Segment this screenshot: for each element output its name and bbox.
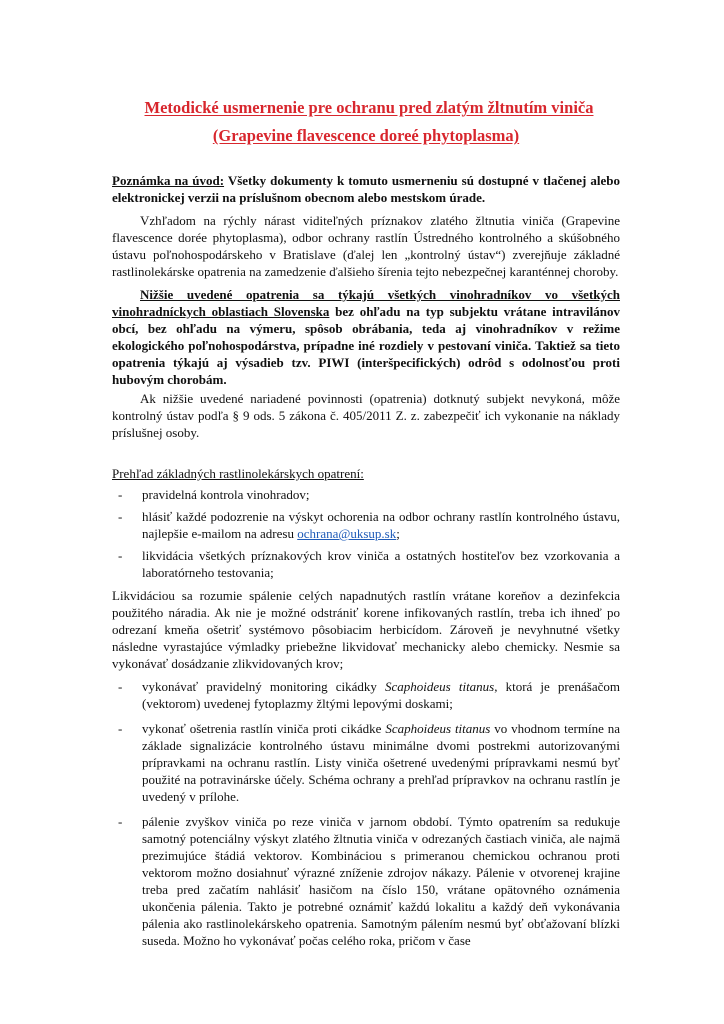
- list-item: [112, 720, 620, 805]
- document-content: [112, 98, 620, 957]
- dash-bullet: -: [118, 814, 123, 829]
- list-item-text: pravidelná kontrola vinohradov;: [142, 487, 310, 502]
- paragraph-scope-rest: bez ohľadu na typ subjektu vrátane intravilánov obcí, bez ohľadu na výmeru, spôsob obrábania, teda aj vinohradníkov v režime ekologického poľnohospodárstva, prípadne iné rozdiely v pestovaní viniča. Taktiež sa tieto opatrenia týkajú aj výsadieb tzv. PIWI (interšpecifických) odrôd s odolnosťou proti hubovým chorobám.: [112, 304, 621, 387]
- list-item-text: vykonávať pravidelný monitoring cikádky: [142, 679, 386, 694]
- document-subtitle: (Grapevine flavescence doreé phytoplasma): [212, 126, 520, 145]
- intro-note-label: Poznámka na úvod:: [112, 173, 225, 188]
- dash-bullet: -: [118, 509, 123, 524]
- paragraph-context: Vzhľadom na rýchly nárast viditeľných príznakov zlatého žltnutia viniča (Grapevine flavescence dorée phytoplasma), odbor ochrany rastlín Ústredného kontrolného a skúšobného ústavu poľnohospodárskeho v Bratislave (ďalej len „kontrolný ústav“) zverejňuje základné rastlinolekárske opatrenia na zamedzenie ďalšieho šírenia tejto nebezpečnej karanténnej choroby.: [112, 213, 620, 279]
- dash-bullet: -: [118, 487, 123, 502]
- list-item-text: pálenie zvyškov viniča po reze viniča v jarnom období. Týmto opatrením sa redukuje samotný potenciálny výskyt zlatého žltnutia viniča v odrezaných častiach viniča, ale najmä prezimujúce štádiá vektorov. Kombináciou s primeranou chemickou ochranou proti vektorom možno dosiahnuť výrazné zníženie zdrojov nákazy. Pálenie v otvorenej krajine treba pred začatím nahlásiť hasičom na číslo 150, vrátane opätovného oznámenia ukončenia pálenia. Takto je potrebné oznámiť každú lokalitu a každý deň vykonávania pálenia ako rastlinolekárskeho opatrenia. Samotným pálením nesmú byť obťažovaní blízki suseda. Možno ho vykonávať počas celého roka, pričom v čase: [142, 814, 620, 948]
- dash-bullet: -: [118, 548, 123, 563]
- list-item: [112, 678, 620, 712]
- list-item-text-end: , ktorá je prenášačom (vektorom) uvedenej fytoplazmy žltými lepovými doskami;: [142, 679, 620, 711]
- paragraph-obligations: Ak nižšie uvedené nariadené povinnosti (opatrenia) dotknutý subjekt nevykoná, môže kontrolný ústav podľa § 9 ods. 5 zákona č. 405/2011 Z. z. zabezpečiť ich vykonanie na náklady príslušnej osoby.: [112, 391, 620, 440]
- list-item: [112, 486, 620, 503]
- dash-bullet: -: [118, 679, 123, 694]
- section-heading: Prehľad základných rastlinolekárskych opatrení:: [112, 466, 364, 481]
- document-title: Metodické usmernenie pre ochranu pred zlatým žltnutím viniča: [144, 98, 594, 117]
- list-item-text: vykonať ošetrenia rastlín viniča proti cikádke: [142, 721, 386, 736]
- paragraph-scope: [112, 286, 620, 388]
- paragraph-liquidation: Likvidáciou sa rozumie spálenie celých napadnutých rastlín vrátane koreňov a dezinfekcia použitého náradia. Ak nie je možné odstrániť korene infikovaných rastlín, treba ich ihneď po odrezaní kmeňa ošetriť systémovo pôsobiacim herbicídom. Zároveň je nevyhnutné všetky následne vyrastajúce výmladky priebežne likvidovať mechanicky alebo chemicky. Nesmie sa vykonávať dosádzanie zlikvidovaných krov;: [112, 588, 620, 671]
- list-item-text: hlásiť každé podozrenie na výskyt ochorenia na odbor ochrany rastlín kontrolného ústavu, najlepšie e-mailom na adresu: [142, 509, 620, 541]
- list-item-text: likvidácia všetkých príznakových krov viniča a ostatných hostiteľov bez vzorkovania a laboratórneho testovania;: [142, 548, 620, 580]
- list-item: [112, 508, 620, 542]
- paragraph-scope-underlined: Nižšie uvedené opatrenia sa týkajú všetkých vinohradníkov vo všetkých vinohradníckych oblastiach Slovenska: [112, 287, 620, 319]
- list-item-text-end: vo vhodnom termíne na základe signalizácie kontrolného ústavu minimálne dvomi postrekmi autorizovanými prípravkami na ochranu rastlín. Listy viniča ošetrené uvedenými prípravkami nesmú byť použité na potravinárske účely. Schéma ochrany a prehľad prípravkov na ochranu rastlín je uvedený v prílohe.: [142, 721, 620, 804]
- species-name: Scaphoideus titanus: [385, 721, 491, 736]
- vector-measures-list: [112, 678, 620, 949]
- list-item: [112, 547, 620, 581]
- intro-note-text: Všetky dokumenty k tomuto usmerneniu sú dostupné v tlačenej alebo elektronickej verzii na príslušnom obecnom alebo mestskom úrade.: [112, 173, 620, 205]
- list-item-text-end: ;: [396, 526, 400, 541]
- intro-note: [112, 172, 620, 206]
- title-block: [112, 98, 620, 146]
- dash-bullet: -: [118, 721, 123, 736]
- list-item: [112, 813, 620, 949]
- species-name: Scaphoideus titanus: [385, 679, 495, 694]
- measures-list: [112, 486, 620, 581]
- email-link[interactable]: ochrana@uksup.sk: [297, 526, 397, 541]
